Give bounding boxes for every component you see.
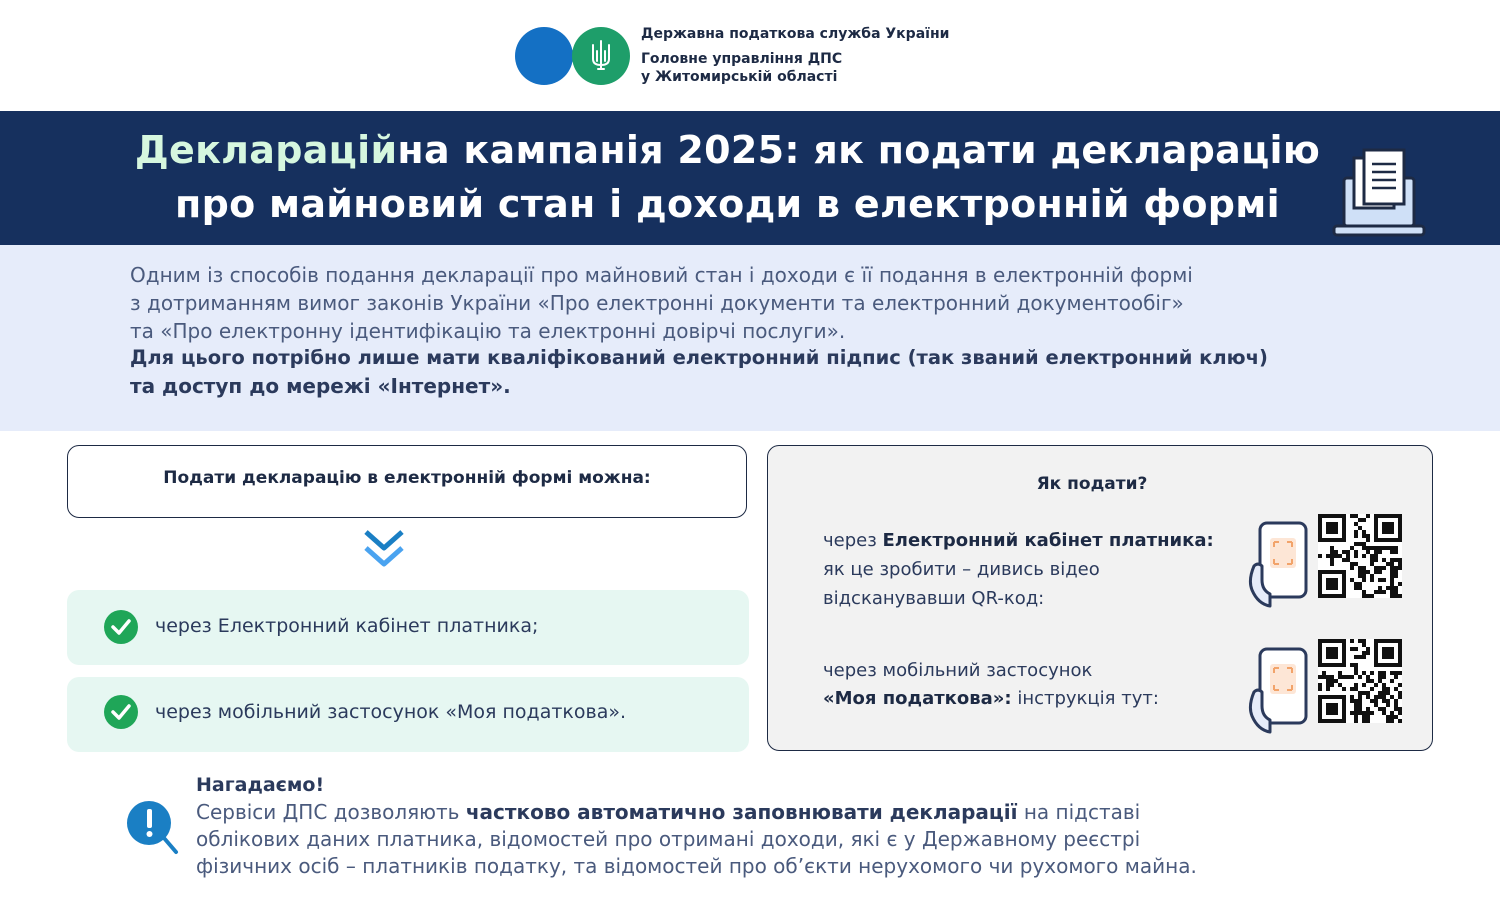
intro-line: та «Про електронну ідентифікацію та електронні довірчі послуги».	[130, 319, 846, 343]
check-icon	[104, 695, 138, 729]
intro-bold-line: Для цього потрібно лише мати кваліфікований електронний підпис (так званий електронний ключ)	[130, 346, 1268, 369]
app-instruction-line: через мобільний застосунок	[823, 660, 1093, 681]
option-text: через мобільний застосунок «Моя податкова».	[155, 701, 627, 723]
qr-code-app[interactable]	[1318, 639, 1402, 723]
chevron-down-icon	[362, 528, 406, 572]
how-to-heading: Як подати?	[1036, 474, 1148, 494]
logo-blue-circle	[515, 27, 573, 85]
reminder-title: Нагадаємо!	[196, 774, 325, 796]
qr-code-cabinet[interactable]	[1318, 514, 1402, 598]
phone-scan-icon	[1244, 646, 1310, 734]
org-name: Державна податкова служба України	[641, 26, 950, 42]
trident-icon	[589, 39, 613, 73]
info-search-icon	[126, 800, 180, 856]
intro-line: Одним із способів подання декларації про майновий стан і доходи є її подання в електронній формі	[130, 263, 1193, 287]
reminder-line: фізичних осіб – платників податку, та відомостей про об’єкти нерухомого чи рухомого майна.	[196, 854, 1197, 878]
app-instruction: «Моя податкова»: інструкція тут:	[823, 688, 1159, 709]
cabinet-instruction-line: як це зробити – дивись відео	[823, 559, 1100, 580]
page-title-line2: про майновий стан і доходи в електронній формі	[175, 182, 1280, 226]
intro-bold-line: та доступ до мережі «Інтернет».	[130, 374, 511, 398]
page-title-line1: Деклараційна кампанія 2025: як подати декларацію	[134, 128, 1321, 172]
logo-green-circle	[572, 27, 630, 85]
intro-line: з дотриманням вимог законів України «Про електронні документи та електронний документообіг»	[130, 291, 1184, 315]
document-laptop-icon	[1330, 148, 1430, 240]
reminder-line: Сервіси ДПС дозволяють частково автоматично заповнювати декларації на підставі	[196, 800, 1141, 824]
cabinet-instruction-line: відсканувавши QR-код:	[823, 588, 1045, 609]
phone-scan-icon	[1244, 520, 1310, 608]
option-text: через Електронний кабінет платника;	[155, 615, 539, 637]
org-department: Головне управління ДПС	[641, 51, 843, 67]
check-icon	[104, 610, 138, 644]
org-region: у Житомирській області	[641, 69, 838, 85]
ways-heading: Подати декларацію в електронній формі можна:	[163, 468, 651, 488]
reminder-line: облікових даних платника, відомостей про отримані доходи, які є у Державному реєстрі	[196, 827, 1141, 851]
cabinet-instruction: через Електронний кабінет платника:	[823, 530, 1214, 551]
